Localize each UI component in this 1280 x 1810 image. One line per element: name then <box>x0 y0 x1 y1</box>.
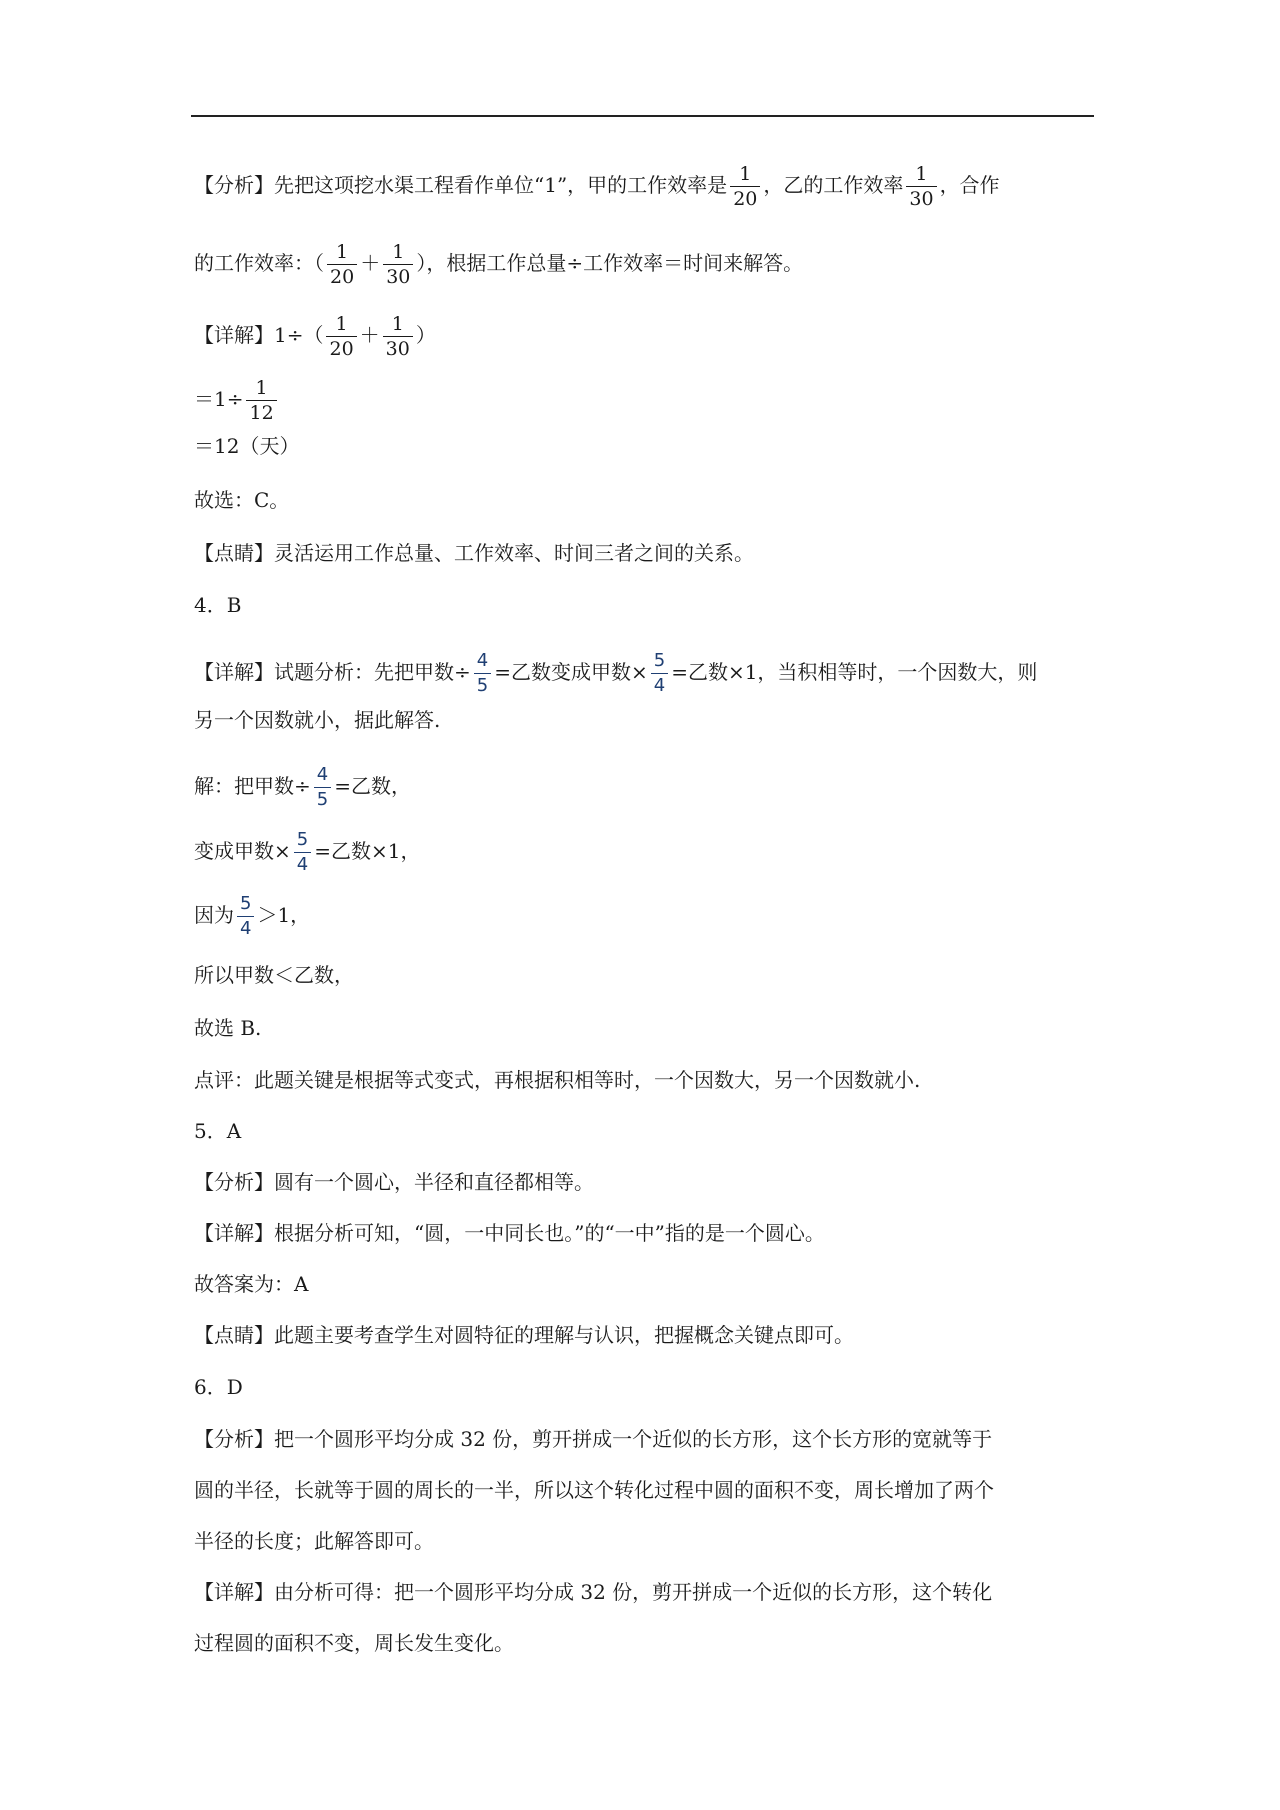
q4-solution-text: =乙数， <box>334 774 411 798</box>
q3-choice: 故选：C。 <box>194 488 290 512</box>
q3-analysis-line-1 <box>194 162 1100 211</box>
q4-solution-line-4: 所以甲数＜乙数， <box>194 963 354 987</box>
q5-heading: 5．A <box>194 1119 242 1143</box>
fraction: $\frac{5}{4}$ <box>237 892 254 941</box>
fraction: $\frac{1}{30}$ <box>383 312 413 361</box>
q4-solution-text: 变成甲数× <box>194 839 291 863</box>
q4-solution-line-2 <box>194 828 1100 877</box>
q5-detail: 【详解】根据分析可知，“圆，一中同长也。”的“一中”指的是一个圆心。 <box>194 1221 825 1245</box>
q6-analysis-line-3: 半径的长度；此解答即可。 <box>194 1529 434 1553</box>
q3-step-text: ＝1÷ <box>194 387 244 411</box>
q5-analysis: 【分析】圆有一个圆心，半径和直径都相等。 <box>194 1170 594 1194</box>
q4-detail-text-3: =乙数×1，当积相等时，一个因数大，则 <box>671 660 1038 684</box>
q3-detail-line-1 <box>194 312 1100 361</box>
q4-detail-text-2: =乙数变成甲数× <box>494 660 648 684</box>
q3-comment: 【点睛】灵活运用工作总量、工作效率、时间三者之间的关系。 <box>194 541 754 565</box>
q3-analysis-text-5: ），根据工作总量÷工作效率＝时间来解答。 <box>416 251 804 275</box>
q3-detail-text-2: ） <box>415 323 436 347</box>
q4-choice: 故选 B. <box>194 1016 262 1040</box>
q4-solution-text: 解：把甲数÷ <box>194 774 311 798</box>
q6-detail-line-2: 过程圆的面积不变，周长发生变化。 <box>194 1631 514 1655</box>
q5-answer: 故答案为：A <box>194 1272 309 1296</box>
q4-solution-text: 因为 <box>194 903 234 927</box>
q3-analysis-line-2 <box>194 240 1100 289</box>
plus-sign: ＋ <box>359 323 380 347</box>
q6-analysis-line-1: 【分析】把一个圆形平均分成 32 份，剪开拼成一个近似的长方形，这个长方形的宽就等于 <box>194 1427 993 1451</box>
fraction: $\frac{5}{4}$ <box>294 828 311 877</box>
fraction: $\frac{1}{30}$ <box>383 240 413 289</box>
fraction: $\frac{1}{20}$ <box>327 240 357 289</box>
q4-comment: 点评：此题关键是根据等式变式，再根据积相等时，一个因数大，另一个因数就小. <box>194 1068 921 1092</box>
q4-solution-line-1 <box>194 763 1100 812</box>
q3-analysis-text-3: ，合作 <box>939 173 1000 197</box>
q6-heading: 6．D <box>194 1375 243 1399</box>
q3-analysis-text-4: 的工作效率：（ <box>194 251 324 275</box>
fraction: $\frac{4}{5}$ <box>474 649 491 698</box>
fraction: $\frac{1}{12}$ <box>246 376 276 425</box>
q3-detail-step-2: ＝12（天） <box>194 434 300 458</box>
q3-detail-step-1 <box>194 376 1100 425</box>
q6-detail-line-1: 【详解】由分析可得：把一个圆形平均分成 32 份，剪开拼成一个近似的长方形，这个转化 <box>194 1580 993 1604</box>
fraction: $\frac{1}{30}$ <box>906 162 936 211</box>
q3-analysis-text-1: 【分析】先把这项挖水渠工程看作单位“1”，甲的工作效率是 <box>194 173 728 197</box>
q6-analysis-line-2: 圆的半径，长就等于圆的周长的一半，所以这个转化过程中圆的面积不变，周长增加了两个 <box>194 1478 994 1502</box>
header-rule <box>191 115 1094 117</box>
fraction: $\frac{4}{5}$ <box>314 763 331 812</box>
q3-detail-text-1: 【详解】1÷（ <box>194 323 324 347</box>
q5-comment: 【点睛】此题主要考查学生对圆特征的理解与认识，把握概念关键点即可。 <box>194 1323 854 1347</box>
q4-heading: 4．B <box>194 593 242 617</box>
fraction: $\frac{1}{20}$ <box>730 162 760 211</box>
q4-solution-text: =乙数×1， <box>314 839 421 863</box>
q4-detail-line-2: 另一个因数就小，据此解答. <box>194 708 441 732</box>
q4-detail-line-1 <box>194 649 1100 698</box>
q4-detail-text-1: 【详解】试题分析：先把甲数÷ <box>194 660 471 684</box>
q3-analysis-text-2: ，乙的工作效率 <box>763 173 904 197</box>
plus-sign: ＋ <box>360 251 381 275</box>
q4-solution-text: ＞1， <box>257 903 311 927</box>
fraction: $\frac{5}{4}$ <box>651 649 668 698</box>
q4-solution-line-3 <box>194 892 1100 941</box>
fraction: $\frac{1}{20}$ <box>326 312 356 361</box>
